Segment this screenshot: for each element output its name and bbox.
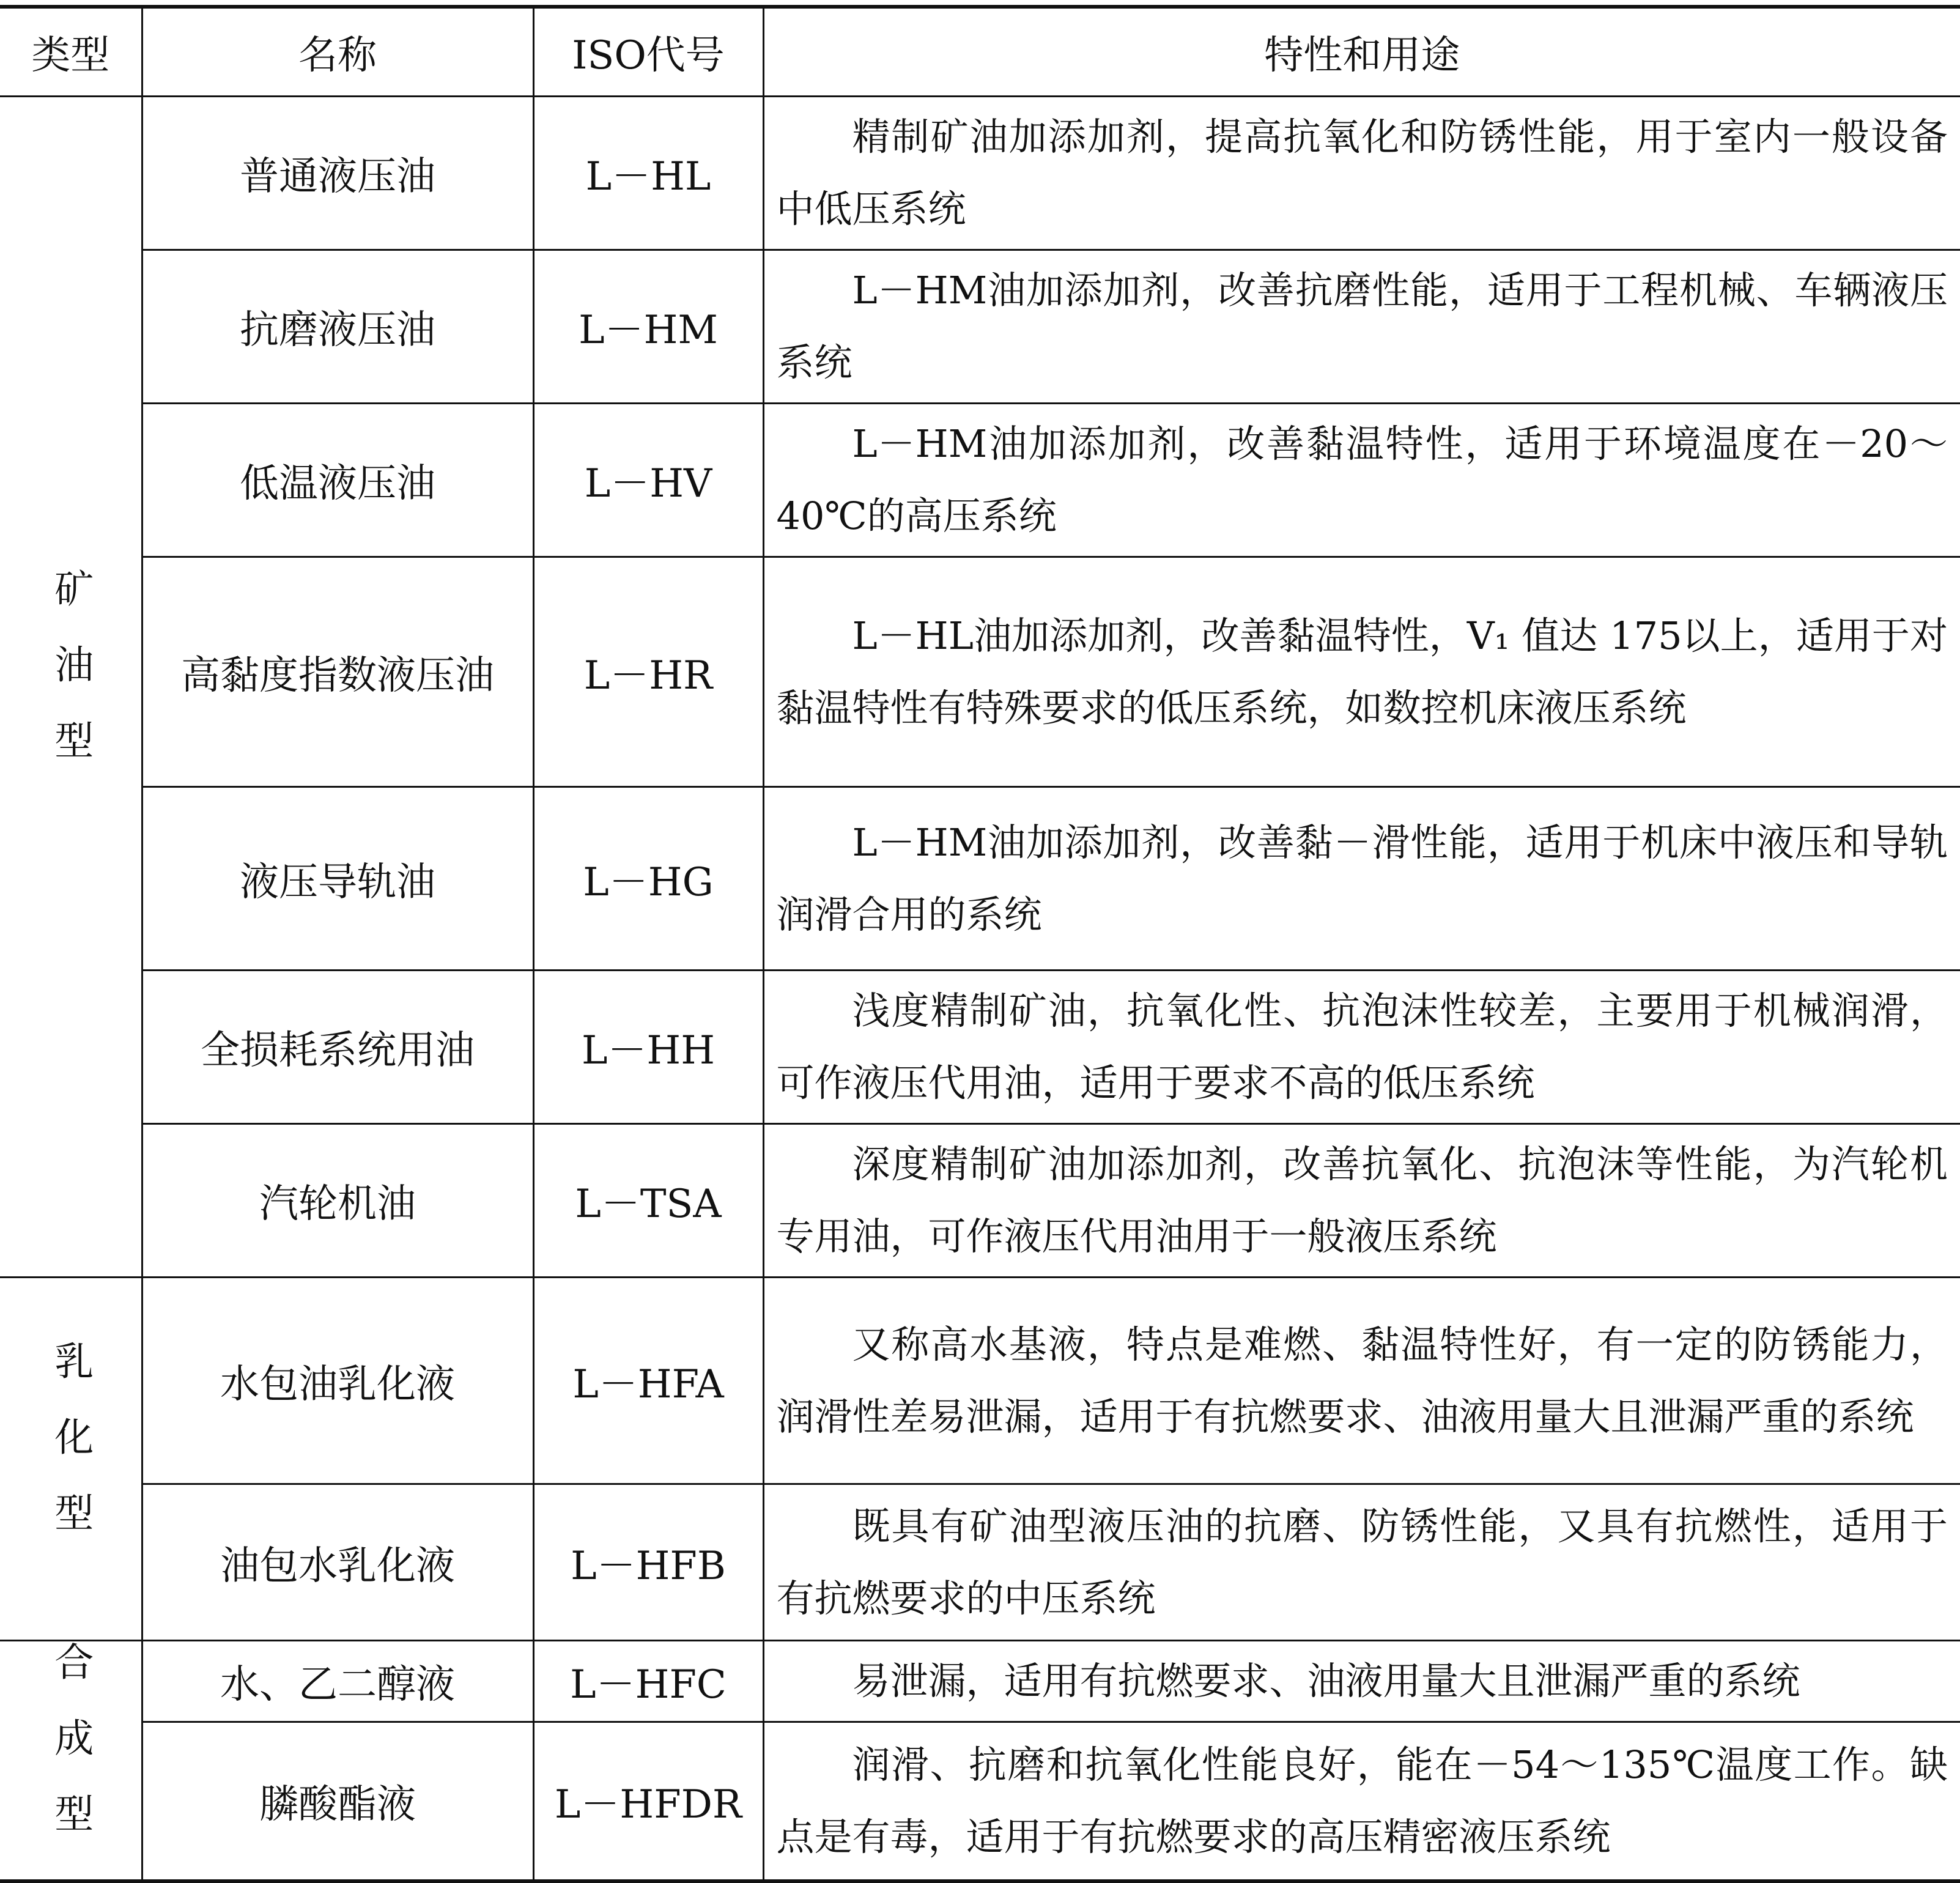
type-label: 矿油型 [48, 568, 94, 796]
description-cell: 精制矿油加添加剂，提高抗氧化和防锈性能，用于室内一般设备中低压系统 [763, 97, 1960, 250]
table-row [0, 1641, 1960, 1722]
description-cell: L－HM油加添加剂，改善黏温特性，适用于环境温度在－20～40℃的高压系统 [763, 404, 1960, 557]
name-cell: 膦酸酯液 [142, 1722, 533, 1881]
header-iso-code: ISO代号 [533, 7, 763, 97]
description-cell: 又称高水基液，特点是难燃、黏温特性好，有一定的防锈能力，润滑性差易泄漏，适用于有抗燃要求、油液用量大且泄漏严重的系统 [763, 1278, 1960, 1484]
table-row [0, 1124, 1960, 1278]
name-cell: 液压导轨油 [142, 787, 533, 971]
name-cell: 抗磨液压油 [142, 250, 533, 404]
iso-code-cell: L－HL [533, 97, 763, 250]
type-cell-mineral [0, 97, 142, 1278]
type-label: 乳化型 [48, 1340, 94, 1568]
description-cell: 浅度精制矿油，抗氧化性、抗泡沫性较差，主要用于机械润滑，可作液压代用油，适用于要求不高的低压系统 [763, 971, 1960, 1124]
table-row [0, 1484, 1960, 1641]
iso-code-cell: L－HM [533, 250, 763, 404]
header-name: 名称 [142, 7, 533, 97]
description-cell: 深度精制矿油加添加剂，改善抗氧化、抗泡沫等性能，为汽轮机专用油，可作液压代用油用于一般液压系统 [763, 1124, 1960, 1278]
type-cell-emulsion [0, 1278, 142, 1641]
description-cell: 既具有矿油型液压油的抗磨、防锈性能，又具有抗燃性，适用于有抗燃要求的中压系统 [763, 1484, 1960, 1641]
name-cell: 高黏度指数液压油 [142, 557, 533, 787]
table-row [0, 971, 1960, 1124]
description-cell: 润滑、抗磨和抗氧化性能良好，能在－54～135℃温度工作。缺点是有毒，适用于有抗燃要求的高压精密液压系统 [763, 1722, 1960, 1881]
iso-code-cell: L－HFC [533, 1641, 763, 1722]
table-row [0, 557, 1960, 787]
description-cell: 易泄漏，适用有抗燃要求、油液用量大且泄漏严重的系统 [763, 1641, 1960, 1722]
iso-code-cell: L－HFB [533, 1484, 763, 1641]
name-cell: 汽轮机油 [142, 1124, 533, 1278]
table-row [0, 1278, 1960, 1484]
iso-code-cell: L－HG [533, 787, 763, 971]
header-type: 类型 [0, 7, 142, 97]
iso-code-cell: L－HV [533, 404, 763, 557]
name-cell: 低温液压油 [142, 404, 533, 557]
name-cell: 油包水乳化液 [142, 1484, 533, 1641]
table-row [0, 787, 1960, 971]
hydraulic-oil-table [0, 5, 1960, 1883]
table-row [0, 250, 1960, 404]
table-row [0, 404, 1960, 557]
header-row [0, 7, 1960, 97]
type-label: 合成型 [48, 1641, 94, 1870]
description-cell: L－HM油加添加剂，改善抗磨性能，适用于工程机械、车辆液压系统 [763, 250, 1960, 404]
name-cell: 全损耗系统用油 [142, 971, 533, 1124]
description-cell: L－HL油加添加剂，改善黏温特性，V₁ 值达 175以上，适用于对黏温特性有特殊要求的低压系统，如数控机床液压系统 [763, 557, 1960, 787]
description-cell: L－HM油加添加剂，改善黏－滑性能，适用于机床中液压和导轨润滑合用的系统 [763, 787, 1960, 971]
iso-code-cell: L－HH [533, 971, 763, 1124]
name-cell: 水包油乳化液 [142, 1278, 533, 1484]
iso-code-cell: L－HFDR [533, 1722, 763, 1881]
header-properties: 特性和用途 [763, 7, 1960, 97]
name-cell: 水、乙二醇液 [142, 1641, 533, 1722]
type-cell-synthetic [0, 1641, 142, 1881]
iso-code-cell: L－HR [533, 557, 763, 787]
name-cell: 普通液压油 [142, 97, 533, 250]
table-row [0, 97, 1960, 250]
iso-code-cell: L－HFA [533, 1278, 763, 1484]
iso-code-cell: L－TSA [533, 1124, 763, 1278]
table-row [0, 1722, 1960, 1881]
